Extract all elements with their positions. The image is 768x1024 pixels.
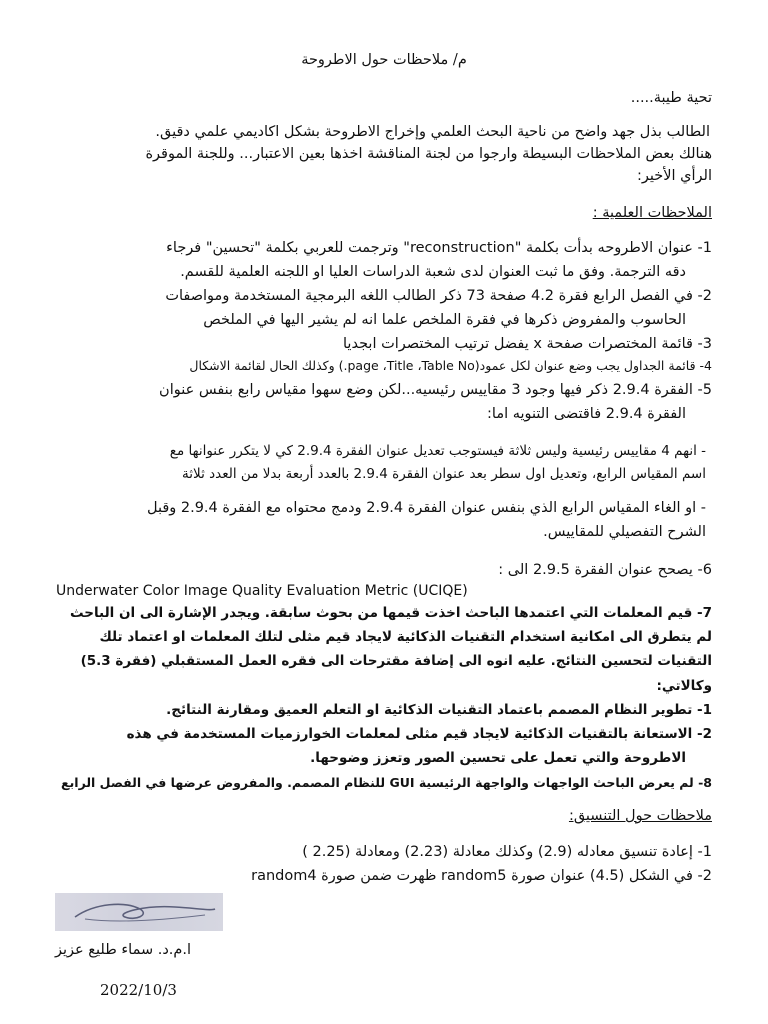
note-line: 3- قائمة المختصرات صفحة x يفضل ترتيب المختصرات ابجديا bbox=[343, 336, 712, 352]
format-line: 1- إعادة تنسيق معادله (2.9) وكذلك معادلة (2.23) ومعادلة (2.25 ) bbox=[302, 844, 712, 860]
metric-title: Underwater Color Image Quality Evaluation Metric (UCIQE) bbox=[56, 583, 468, 599]
intro-line: هنالك بعض الملاحظات البسيطة وارجوا من لجنة المناقشة اخذها بعين الاعتبار... وللجنة الموقرة bbox=[145, 146, 712, 162]
bold-note-line: 7- قيم المعلمات التي اعتمدها الباحث اخذت قيمها من بحوث سابقة. ويجدر الإشارة الى ان الباحث bbox=[69, 605, 712, 621]
note-line: الفقرة 2.9.4 فاقتضى التنويه اما: bbox=[487, 406, 686, 422]
note-line: 5- الفقرة 2.9.4 ذكر فيها وجود 3 مقاييس رئيسيه...لكن وضع سهوا مقياس رابع بنفس عنوان bbox=[159, 382, 712, 398]
note-line: 6- يصحح عنوان الفقرة 2.9.5 الى : bbox=[498, 562, 712, 578]
document-date: 2022/10/3 bbox=[100, 981, 177, 999]
bold-note-line: لم يتطرق الى امكانية استخدام التقنيات الذكائية لايجاد قيم مثلى لتلك المعلمات او اعتماد تلك bbox=[99, 629, 712, 645]
bold-note-line: 1- تطوير النظام المصمم باعتماد التقنيات الذكائية او التعلم العميق ومقارنة النتائج. bbox=[166, 702, 712, 718]
bold-note-line: 2- الاستعانة بالتقنيات الذكائية لايجاد قيم مثلى لمعلمات الخوارزميات المستخدمة في هذه bbox=[126, 726, 712, 742]
note-line: - انهم 4 مقاييس رئيسية وليس ثلاثة فيستوجب تعديل عنوان الفقرة 2.9.4 كي لا يتكرر عنوانها مع bbox=[169, 443, 706, 459]
format-line: 2- في الشكل (4.5) عنوان صورة random5 ظهرت ضمن صورة random4 bbox=[251, 868, 712, 884]
bold-note-line: وكالاتي: bbox=[656, 678, 712, 694]
note-line: الشرح التفصيلي للمقاييس. bbox=[543, 524, 706, 540]
bold-note-line: التقنيات لتحسين النتائج. عليه انوه الى إضافة مقترحات الى فقره العمل المستقبلي (فقرة 5.3) bbox=[80, 653, 712, 669]
note-line: - او الغاء المقياس الرابع الذي بنفس عنوان الفقرة 2.9.4 ودمج محتواه مع الفقرة 2.9.4 وقبل bbox=[146, 500, 706, 516]
intro-line: الرأي الأخير: bbox=[637, 168, 712, 184]
bold-note-line: 8- لم يعرض الباحث الواجهات والواجهة الرئيسية GUI للنظام المصمم. والمفروض عرضها في الفصل الرابع bbox=[61, 775, 712, 790]
note-line: الحاسوب والمفروض ذكرها في فقرة الملخص علما انه لم يشير اليها في الملخص bbox=[203, 312, 686, 328]
note-line: اسم المقياس الرابع، وتعديل اول سطر بعد عنوان الفقرة 2.9.4 بالعدد أربعة بدلا من العدد ثلاثة bbox=[182, 466, 706, 482]
bold-note-line: الاطروحة والتي تعمل على تحسين الصور وتعزز وضوحها. bbox=[310, 750, 686, 766]
document-title: م/ ملاحظات حول الاطروحة bbox=[301, 52, 467, 68]
signatory-name: ا.م.د. سماء طليع عزيز bbox=[55, 942, 192, 958]
greeting: تحية طيبة..... bbox=[630, 90, 712, 106]
format-heading: ملاحظات حول التنسيق: bbox=[568, 808, 712, 824]
note-line: 4- قائمة الجداول يجب وضع عنوان لكل عمود(page ،Title ،Table No.) وكذلك الحال لقائمة الاشكال bbox=[189, 358, 712, 373]
intro-line: الطالب بذل جهد واضح من ناحية البحث العلمي وإخراج الاطروحة بشكل اكاديمي علمي دقيق. bbox=[155, 124, 710, 140]
scientific-heading: الملاحظات العلمية : bbox=[592, 205, 712, 221]
note-line: دقه الترجمة. وفق ما ثبت العنوان لدى شعبة الدراسات العليا او اللجنه العلمية للقسم. bbox=[180, 264, 686, 280]
signature-image bbox=[55, 893, 223, 931]
note-line: 2- في الفصل الرابع فقرة 4.2 صفحة 73 ذكر الطالب اللغه البرمجية المستخدمة ومواصفات bbox=[165, 288, 712, 304]
note-line: 1- عنوان الاطروحه بدأت بكلمة "reconstruction" وترجمت للعربي بكلمة "تحسين" فرجاء bbox=[166, 240, 712, 256]
